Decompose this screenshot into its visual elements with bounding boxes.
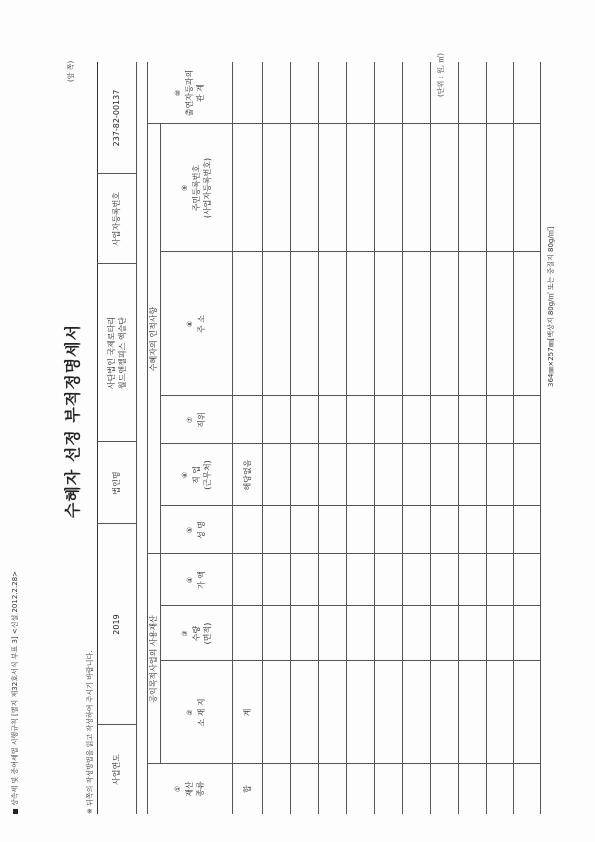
year-value: 2019 [112, 614, 121, 635]
total-label-b: 계 [242, 708, 252, 717]
col-location-label: 소 재 지 [197, 698, 206, 727]
property-group-header: 공익목적사업의 사용재산 [149, 615, 158, 703]
col-relation-line1: 출연자등과의 [185, 69, 194, 117]
col-quantity-line1: 수량 [191, 625, 201, 642]
page-label: (앞 쪽) [67, 60, 75, 82]
col-relation-line2: 관 계 [196, 84, 205, 102]
paper-spec-footer: 364㎜×257㎜[백상지 80g/㎡ 또는 중질지 80g/㎡] [547, 226, 555, 387]
col-position-label: 직위 [197, 412, 206, 428]
bizno-label: 사업자등록번호 [112, 191, 121, 247]
col-name [160, 506, 232, 554]
col-relation-num: ⑩ [174, 89, 182, 97]
source-note [10, 571, 20, 814]
year-label: 사업연도 [112, 754, 121, 785]
col-address-num: ⑧ [186, 320, 194, 328]
col-asset-type-line2: 종류 [196, 781, 205, 797]
col-name-num: ⑤ [186, 526, 194, 534]
col-occupation-num: ⑥ [180, 471, 189, 479]
corp-label: 법인명 [112, 471, 121, 495]
col-resident-number-num: ⑨ [180, 184, 189, 192]
bullet-square-icon [13, 809, 18, 814]
source-note-text: 상속세 및 증여세법 시행규칙 [별지 제32호서식 부표 3] <신설 2012.2.28> [11, 571, 19, 806]
col-asset-type-num: ① [174, 785, 182, 793]
bizno-value: 237-82-00137 [112, 89, 121, 147]
col-asset-type-line1: 재산 [185, 781, 194, 797]
col-address-label: 주 소 [197, 315, 206, 333]
col-address [160, 252, 232, 396]
col-name-label: 성 명 [197, 521, 206, 539]
col-relation [147, 62, 232, 124]
col-value [160, 554, 232, 606]
col-quantity-line2: (면적) [202, 622, 212, 645]
col-position-num: ⑦ [186, 416, 194, 424]
corp-value [97, 264, 136, 442]
col-value-label: 가 액 [197, 571, 206, 589]
unit-note: (단위 : 원, ㎡) [437, 52, 445, 97]
total-note: 해당없음 [242, 459, 252, 491]
col-value-num: ④ [186, 576, 194, 584]
col-asset-type [147, 764, 232, 814]
corp-value-line2: 월드앤젤피스 액슬단 [117, 316, 127, 390]
col-quantity [160, 606, 232, 661]
col-resident-number-line2: (사업자등록번호) [202, 157, 212, 219]
col-position [160, 396, 232, 444]
col-quantity-num: ③ [180, 630, 189, 637]
beneficiary-group-header: 수혜자의 인적사항 [149, 306, 158, 372]
col-occupation-line2: (근무처) [202, 460, 212, 490]
col-resident-number [160, 124, 232, 252]
col-location-num: ② [186, 709, 194, 716]
col-location [160, 661, 232, 764]
instruction-note: ※ 뒤쪽의 작성방법을 읽고 작성하여 주시기 바랍니다. [86, 650, 94, 814]
col-resident-number-line1: 주민등록번호 [191, 164, 201, 212]
total-label-a: 합 [242, 785, 252, 793]
corp-value-line1: 사단법인 국제로타리 [106, 316, 116, 390]
col-occupation [160, 444, 232, 506]
col-occupation-line1: 직 업 [191, 466, 201, 484]
page-title: 수혜자 선정 부적정명세서 [63, 323, 82, 519]
